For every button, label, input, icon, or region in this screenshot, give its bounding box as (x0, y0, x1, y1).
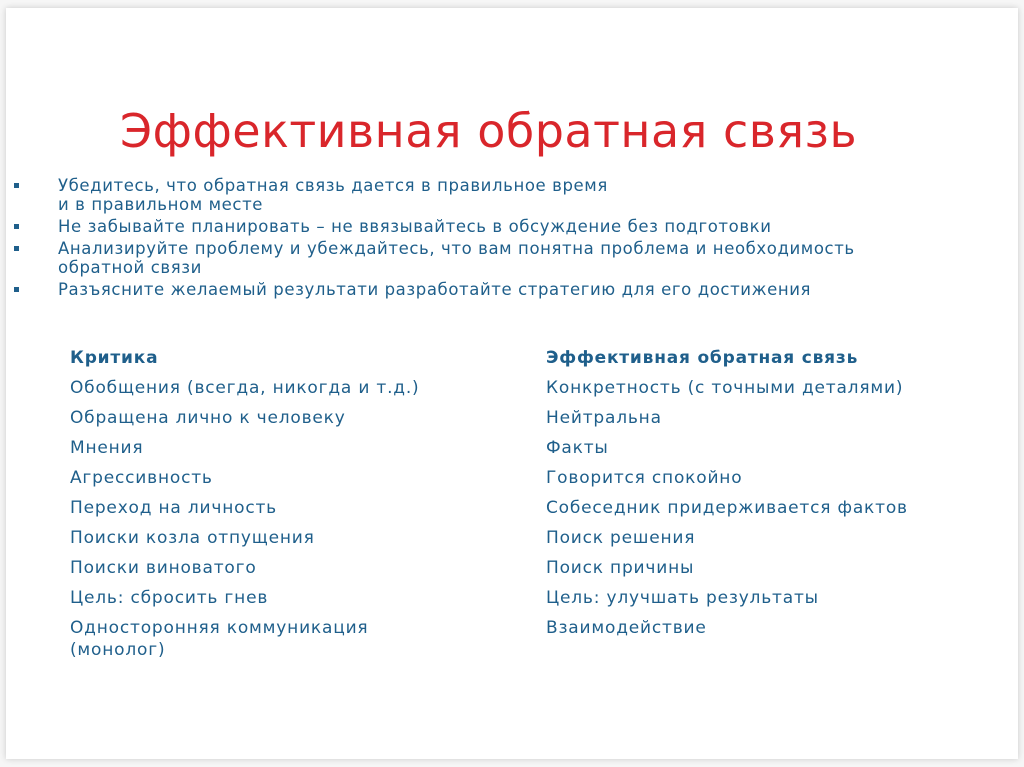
bullet-text-line: Убедитесь, что обратная связь дается в правильное время (58, 176, 608, 195)
effective-feedback-item: Поиск решения (546, 528, 696, 548)
effective-feedback-item: Собеседник придерживается фактов (546, 498, 908, 518)
bullet-text-line: Не забывайте планировать – не ввязывайтесь в обсуждение без подготовки (58, 217, 772, 236)
effective-feedback-item: Нейтральна (546, 408, 662, 428)
criticism-item: Поиски виноватого (70, 558, 257, 578)
effective-feedback-item: Говорится спокойно (546, 468, 743, 488)
effective-feedback-item: Взаимодействие (546, 618, 707, 638)
bullet-marker-icon (14, 224, 19, 229)
effective-feedback-heading: Эффективная обратная связь (546, 348, 859, 368)
bullet-marker-icon (14, 183, 19, 188)
bullet-text-line: Анализируйте проблему и убеждайтесь, что вам понятна проблема и необходимость (58, 239, 855, 258)
criticism-column (70, 343, 530, 661)
bullet-text-line: Разъясните желаемый результати разработайте стратегию для его достижения (58, 280, 812, 299)
criticism-item-line: Односторонняя коммуникация (70, 618, 369, 638)
bullet-text-line: и в правильном месте (58, 195, 264, 214)
bullet-item (14, 239, 1014, 277)
effective-feedback-item: Факты (546, 438, 609, 458)
bullet-list (14, 176, 1014, 302)
criticism-item: Переход на личность (70, 498, 277, 518)
criticism-item: Цель: сбросить гнев (70, 588, 269, 608)
bullet-marker-icon (14, 246, 19, 251)
bullet-item (14, 176, 1014, 214)
slide-title: Эффективная обратная связь (120, 104, 858, 158)
effective-feedback-column (546, 343, 1006, 643)
criticism-item: Обобщения (всегда, никогда и т.д.) (70, 378, 420, 398)
criticism-item (70, 613, 530, 661)
bullet-item (14, 280, 1014, 299)
criticism-heading: Критика (70, 348, 159, 368)
bullet-item (14, 217, 1014, 236)
criticism-item-line: (монолог) (70, 640, 166, 660)
criticism-item: Мнения (70, 438, 144, 458)
bullet-text-line: обратной связи (58, 258, 202, 277)
effective-feedback-item: Цель: улучшать результаты (546, 588, 819, 608)
criticism-item: Поиски козла отпущения (70, 528, 315, 548)
bullet-marker-icon (14, 287, 19, 292)
criticism-item: Агрессивность (70, 468, 213, 488)
effective-feedback-item: Конкретность (с точными деталями) (546, 378, 904, 398)
criticism-item: Обращена лично к человеку (70, 408, 346, 428)
effective-feedback-item: Поиск причины (546, 558, 695, 578)
